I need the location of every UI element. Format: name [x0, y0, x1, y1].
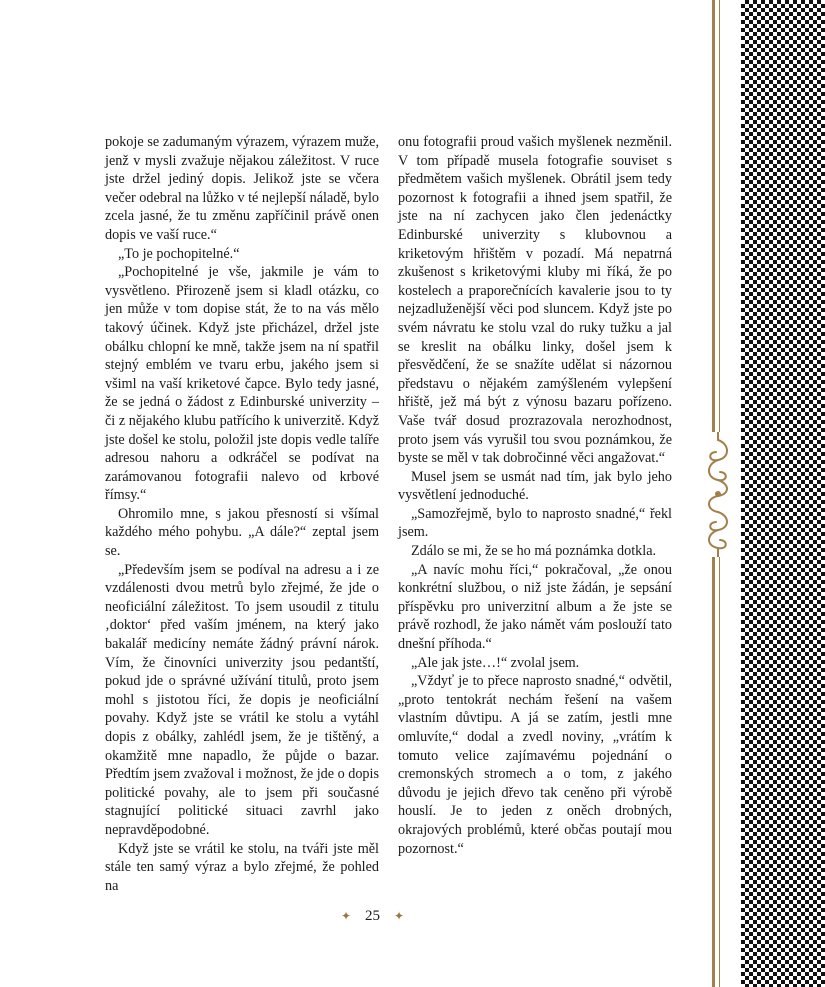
paragraph: „Pochopitelné je vše, jakmile je vám to vysvětleno. Přirozeně jsem si kladl otázku, co jen může v tom dopise stát, že to na vás mělo takový účinek. Když jste přicházel, držel jste obálku chlopní ke mně, takže jsem na ní spatřil stejný emblém ve tvaru erbu, jakého jsem si všiml na vaší kriketové čapce. Bylo tedy jasné, že se jedná o žádost z Edinburské univerzity – či z nějakého klubu patřícího k univerzitě. Když jste došel ke stolu, položil jste dopis vedle talíře adresou nahoru a odkráčel se podívat na zarámovanou fotografii nalevo od krbové římsy.“	[105, 264, 379, 504]
page-footer	[0, 908, 745, 925]
paragraph: „Především jsem se podíval na adresu a i ze vzdálenosti dvou metrů bylo zřejmé, že jde o neoficiální záležitost. To jsem usoudil z titulu ‚doktor‘ před vaším jménem, na který jako bakalář medicíny nemáte žádný právní nárok. Vím, že činovníci univerzity jsou pedantští, pokud jde o správné užívání titulů, proto jsem mohl s jistotou říci, že dopis je neoficiální povahy. Když jste se vrátil ke stolu a vytáhl dopis z obálky, zahlédl jsem, že je tištěný, a okamžitě mne napadlo, že půjde o bazar. Předtím jsem zvažoval i možnost, že jde o dopis politické povahy, ale to jsem při současné stagnující politické situaci zavrhl jako nepravděpodobné.	[105, 561, 379, 838]
paragraph: pokoje se zadumaným výrazem, výrazem muže, jenž v mysli zvažuje nějakou záležitost. V ruce jste držel jediný dopis. Jelikož jste se včera večer odebral na lůžko v té nejlepší náladě, bylo zcela jasné, že tu změnu zapříčinil právě onen dopis ve vaší ruce.“	[105, 134, 379, 243]
paragraph: Ohromilo mne, s jakou přesností si všímal každého mého pohybu. „A dále?“ zeptal jsem se.	[105, 505, 379, 560]
paragraph: Zdálo se mi, že se ho má poznámka dotkla.	[411, 543, 657, 560]
paragraph: Když jste se vrátil ke stolu, na tváři jste měl stále ten samý výraz a bylo zřejmé, že pohled na	[105, 840, 379, 894]
paragraph: „To je pochopitelné.“	[118, 245, 240, 262]
paragraph: „Samozřejmě, bylo to naprosto snadné,“ řekl jsem.	[398, 505, 672, 541]
right-text-column	[398, 133, 672, 858]
left-text-column	[105, 133, 379, 895]
checkerboard-border	[741, 0, 825, 987]
diamond-icon: ✦	[340, 909, 351, 923]
page-number: 25	[365, 908, 380, 924]
paragraph: Musel jsem se usmát nad tím, jak bylo jeho vysvětlení jednoduché.	[398, 468, 672, 504]
paragraph: „Vždyť je to přece naprosto snadné,“ odvětil, „proto tentokrát nechám řešení na vašem vlastním důvtipu. A já se zatím, jestli mne omluvíte,“ dodal a zvedl noviny, „vrátím k tomuto velice zajímavému pojednání o cremonských stromech a o tom, z jakého důvodu je jejich dřevo tak ceněno při výrobě houslí. Je to jeden z oněch drobných, okrajových problémů, které občas poutají mou pozornost.“	[398, 673, 672, 857]
paragraph: „A navíc mohu říci,“ pokračoval, „že onou konkrétní službou, o niž jste žádán, je sepsání příspěvku pro univerzitní album a že jste se právě rozhodl, že jako námět vám poslouží tato dnešní příhoda.“	[398, 561, 672, 653]
diamond-icon: ✦	[394, 909, 405, 923]
paragraph: „Ale jak jste…!“ zvolal jsem.	[411, 654, 580, 671]
scroll-flourish-icon	[700, 432, 736, 557]
paragraph: onu fotografii proud vašich myšlenek nezměnil. V tom případě musela fotografie souviset s předmětem vašich myšlenek. Obrátil jsem tedy pozornost k fotografii a ihned jsem spatřil, že jste na ní zachycen jako člen jedenáctky Edinburské univerzity s klubovnou a kriketovým hřištěm v pozadí. Má nepatrná zkušenost s kriketovými kluby mi říká, že po kostelech a praporečnících kavalerie jsou to ty nejzadluženější věci pod sluncem. Když jste po svém návratu ke stolu vzal do ruky tužku a jal se kreslit na obálku linky, došel jsem k přesvědčení, že se snažíte udělat si názornou představu o nějakém zamýšleném vylepšení hřiště, jež má být z výnosu bazaru pořízeno. Vaše tvář dosud prozrazovala nerozhodnost, proto jsem vás vyrušil tou svou poznámkou, že byste se měl v tak dobročinné věci angažovat.“	[398, 134, 672, 467]
